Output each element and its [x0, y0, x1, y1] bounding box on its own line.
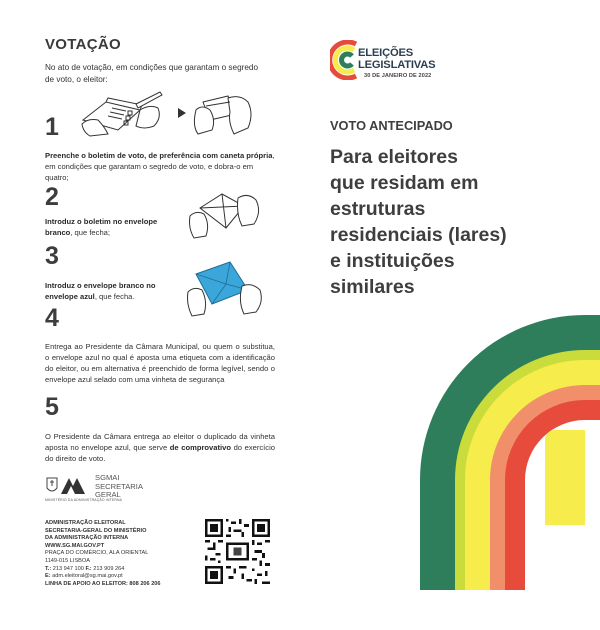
title-line-1: Para eleitores	[330, 146, 458, 168]
step-5-pre: O Presidente da Câmara entrega ao eleitor o duplicado da vinheta aposta no envelope azul, que serve	[45, 432, 275, 452]
contact-phone	[45, 566, 215, 574]
phone-value: 213 947 100	[51, 565, 86, 572]
step-1-text	[45, 150, 275, 183]
contact-helpline: LINHA DE APOIO AO ELEITOR: 808 206 206	[45, 580, 161, 587]
sgmai-line1: SGMAI	[95, 473, 120, 482]
fax-value: 213 909 264	[91, 565, 125, 572]
step-1-number: 1	[45, 113, 59, 141]
step-1-rest: , em condições que garantam o segredo de voto, e dobra-o em quatro;	[45, 151, 275, 182]
title-line-6: similares	[330, 276, 415, 298]
voting-heading: VOTAÇÃO	[45, 36, 121, 53]
step-3-text	[45, 280, 170, 302]
election-logo-line1: ELEIÇÕES	[358, 47, 413, 59]
step-2-text	[45, 216, 160, 238]
step-4-text: Entrega ao Presidente da Câmara Municipal, ou quem o substitua, o envelope azul no qual é aposta uma etiqueta com a identificação do eleitor, ou em alternativa é preenchido de forma legível, sendo o envelope azul selado com uma vinheta de segurança	[45, 342, 275, 384]
step-5-text	[45, 431, 275, 464]
cover-panel	[300, 0, 600, 630]
contact-email	[45, 573, 215, 581]
contact-block	[45, 520, 215, 588]
step-5-bold: de comprovativo	[169, 443, 232, 452]
step-5-number: 5	[45, 393, 59, 421]
step-2-number: 2	[45, 183, 59, 211]
bottom-white-band	[300, 590, 600, 630]
email-label: E:	[45, 573, 51, 580]
qr-code[interactable]	[205, 519, 270, 584]
sgmai-logo	[45, 474, 195, 506]
step-5-post: do exercício do direito de voto.	[45, 443, 275, 463]
step-3-bold: Introduz o envelope branco no envelope azul	[45, 281, 156, 301]
step-4-number: 4	[45, 304, 59, 332]
contact-org-3: DA ADMINISTRAÇÃO INTERNA	[45, 535, 129, 542]
contact-org-2: SECRETARIA-GERAL DO MINISTÉRIO	[45, 527, 147, 534]
sgmai-ministry: MINISTÉRIO DA ADMINISTRAÇÃO INTERNA	[45, 498, 123, 502]
arrow-icon	[178, 108, 186, 118]
title-line-5: e instituições	[330, 250, 455, 272]
sgmai-line2: SECRETARIA	[95, 481, 143, 491]
contact-website-link[interactable]: WWW.SG.MAI.GOV.PT	[45, 542, 105, 549]
sgmai-line3: GERAL	[95, 490, 121, 499]
email-link[interactable]: adm.eleitoral@sg.mai.gov.pt	[50, 573, 123, 580]
sgmai-emblem-icon	[45, 474, 93, 496]
title-line-2: que residam em	[330, 172, 479, 194]
step-1-bold: Preenche o boletim de voto, de preferência com caneta própria	[45, 151, 273, 160]
arc-inner-yellow	[545, 430, 585, 525]
title-line-3: estruturas	[330, 198, 426, 220]
voting-intro: No ato de votação, em condições que garantam o segredo de voto, o eleitor:	[45, 63, 259, 84]
contact-address-2: 1149-015 LISBOA	[45, 557, 90, 564]
sgmai-wordmark	[95, 474, 143, 500]
title-line-4: residenciais (lares)	[330, 224, 507, 246]
election-date: 30 DE JANEIRO DE 2022	[364, 73, 432, 79]
contact-address-1: PRAÇA DO COMÉRCIO, ALA ORIENTAL	[45, 550, 149, 557]
subtitle-voto-antecipado: VOTO ANTECIPADO	[330, 118, 453, 133]
election-logo-line2: LEGISLATIVAS	[358, 59, 436, 71]
step-3-rest: , que fecha.	[94, 292, 135, 301]
fill-ballot-illustration	[78, 90, 263, 138]
fold-ballot-illustration	[186, 186, 266, 242]
fax-label: F.:	[85, 565, 92, 572]
contact-org-1: ADMINISTRAÇÃO ELEITORAL	[45, 520, 126, 526]
phone-label: T.:	[45, 565, 52, 572]
blue-envelope-illustration	[186, 258, 266, 318]
rainbow-arcs-graphic	[300, 0, 600, 630]
step-3-number: 3	[45, 242, 59, 270]
step-2-rest: , que fecha;	[70, 228, 111, 237]
step-2-bold: Introduz o boletim no envelope branco	[45, 217, 158, 237]
